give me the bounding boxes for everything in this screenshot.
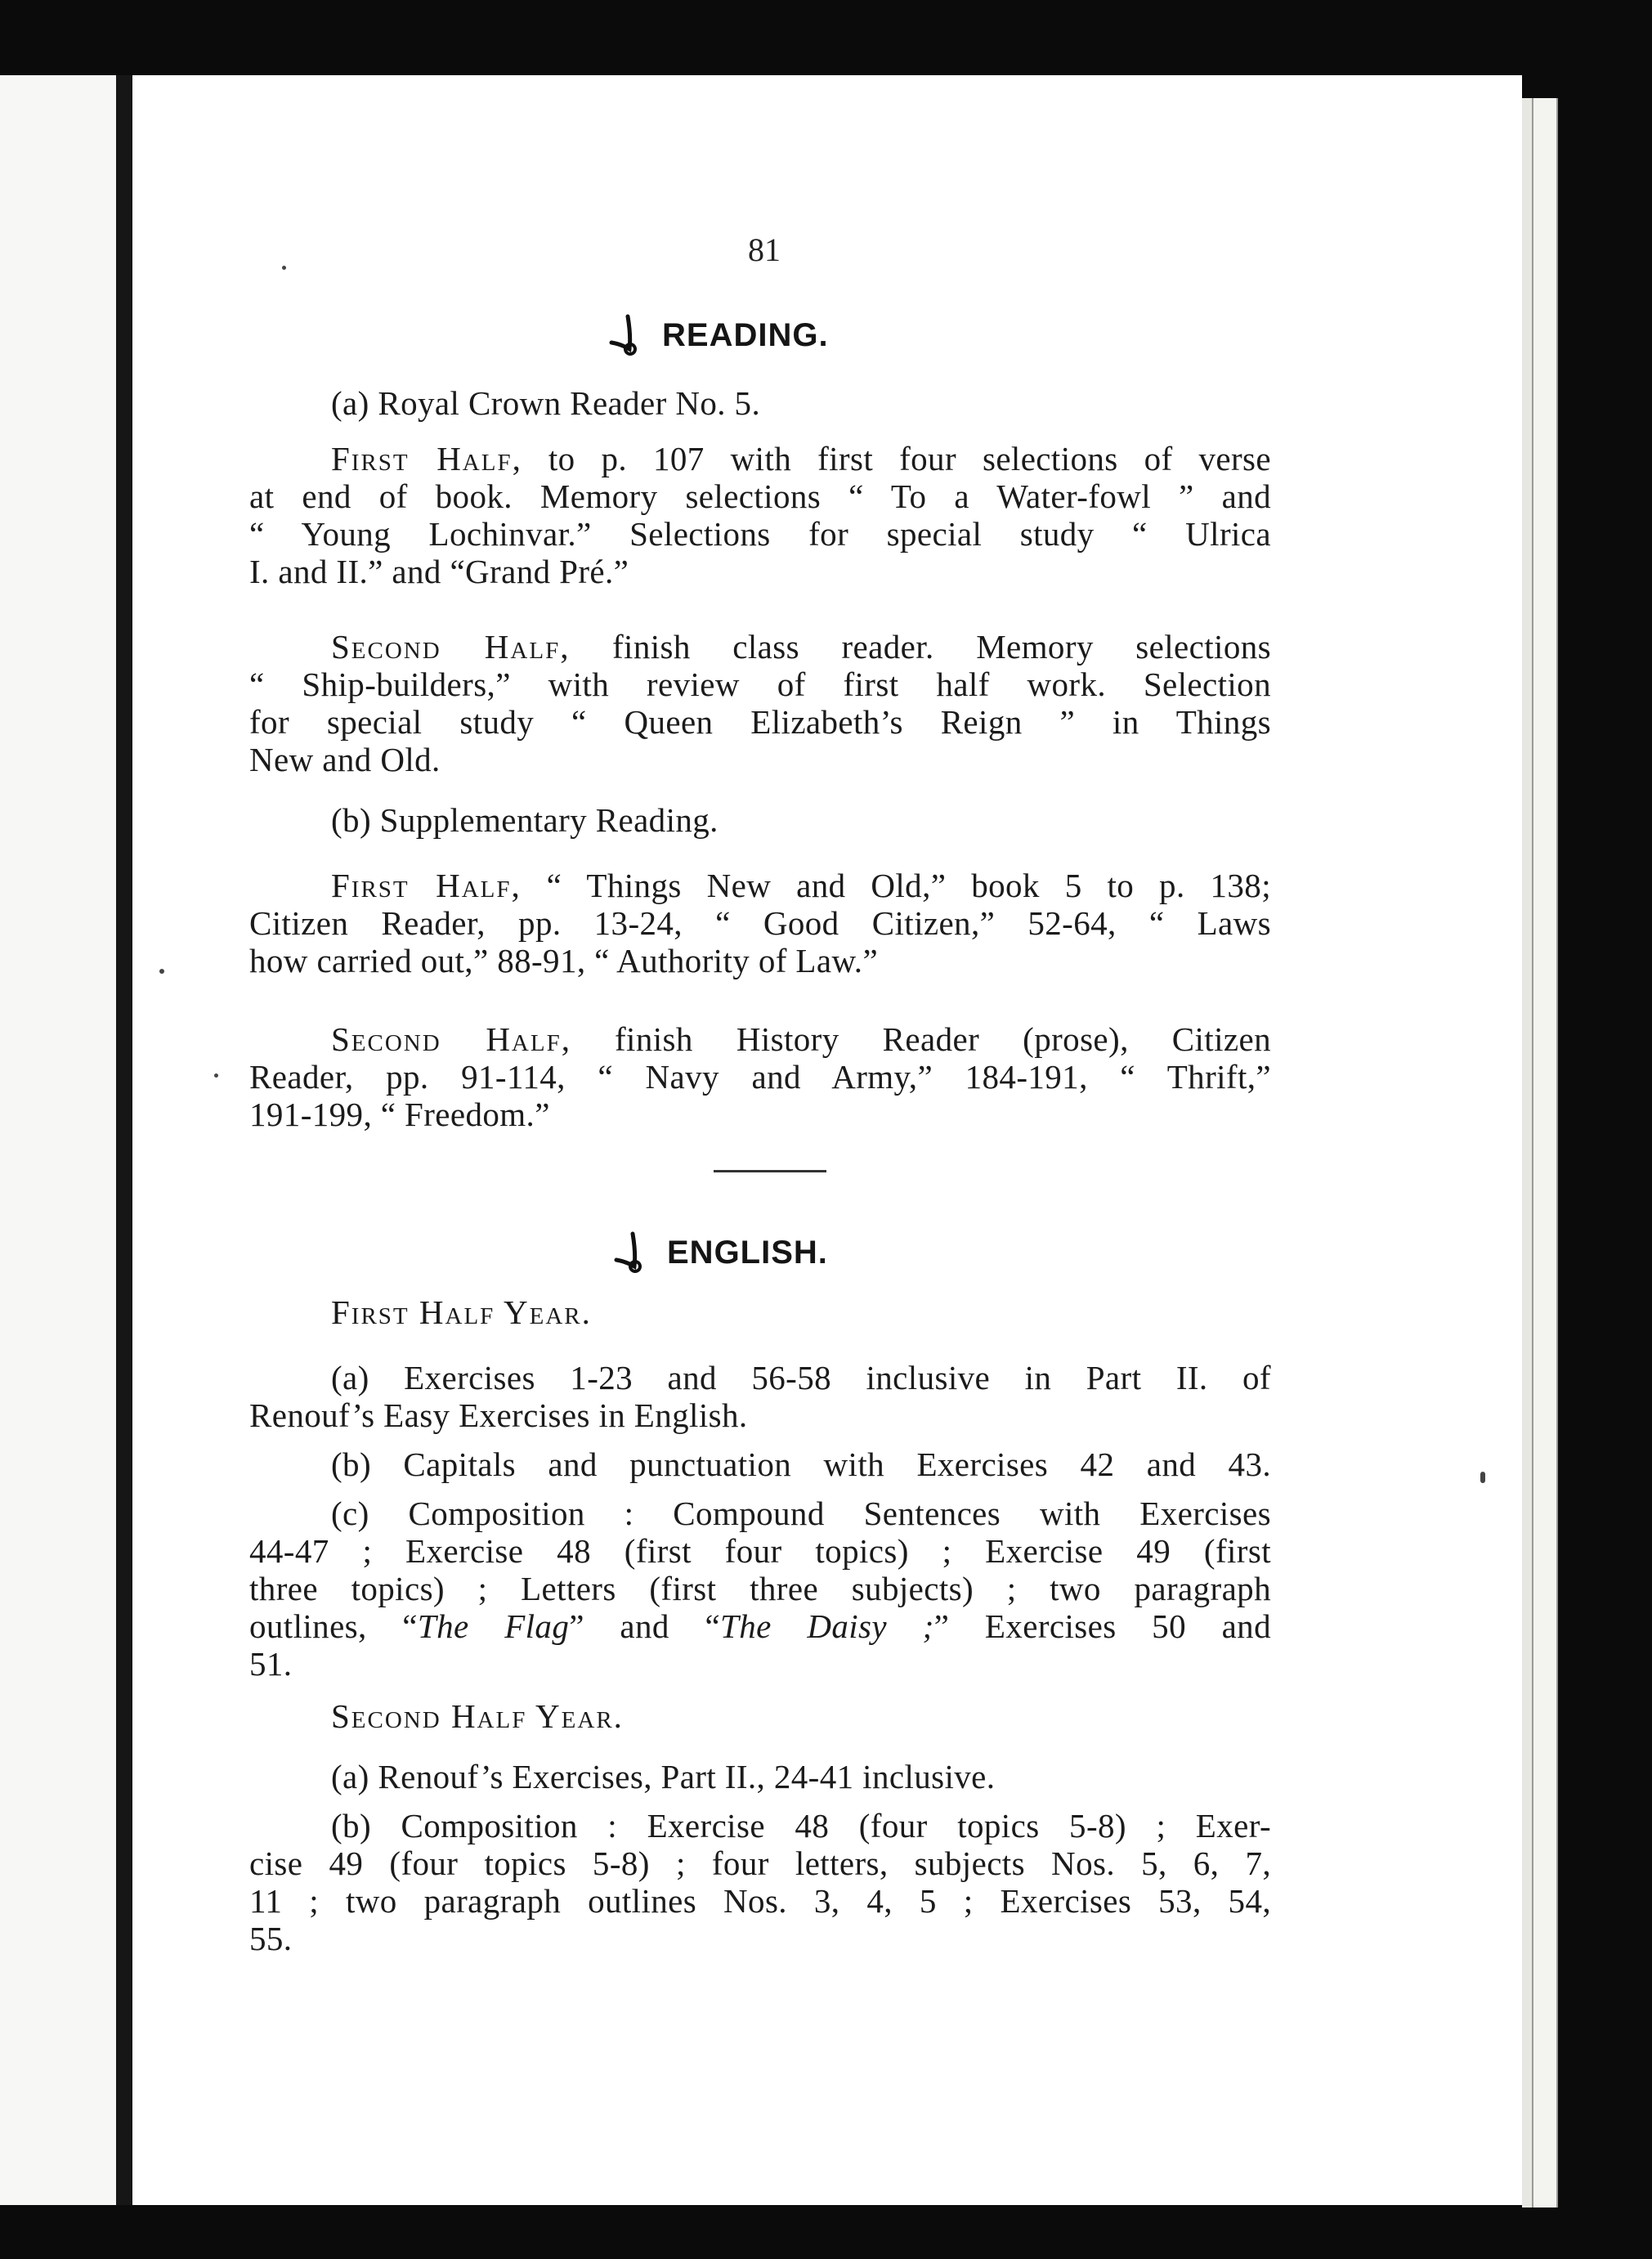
title-the-flag: The Flag (417, 1607, 570, 1645)
english-fa-line: (a) Exercises 1-23 and 56-58 inclusive in Part II. of (331, 1359, 1271, 1396)
supp-first-half-line: First Half, “ Things New and Old,” book 5 to p. 138; (331, 867, 1271, 904)
english-fb-line: (b) Capitals and punctuation with Exercises 42 and 43. (331, 1445, 1271, 1483)
section-lead: First Half, (331, 440, 522, 477)
english-fc-line: 44-47 ; Exercise 48 (first four topics) ; Exercise 49 (first (249, 1532, 1271, 1570)
english-fc-line: (c) Composition : Compound Sentences with Exercises (331, 1495, 1271, 1532)
reading-heading-text: READING. (662, 316, 829, 353)
reading-heading (607, 311, 829, 360)
reading-first-half-line: “ Young Lochinvar.” Selections for special study “ Ulrica (249, 515, 1271, 553)
english-fc-line: 51. (249, 1645, 293, 1683)
reading-b-label: (b) Supplementary Reading. (331, 801, 719, 839)
reading-second-half-line: “ Ship-builders,” with review of first half work. Selection (249, 666, 1271, 703)
section-divider (714, 1170, 826, 1172)
english-fc-line: three topics) ; Letters (first three subjects) ; two paragraph (249, 1570, 1271, 1607)
checkmark-icon (611, 1229, 659, 1276)
supp-first-half-line: Citizen Reader, pp. 13-24, “ Good Citizen,” 52-64, “ Laws (249, 904, 1271, 942)
reading-first-half-line: I. and II.” and “Grand Pré.” (249, 553, 629, 590)
english-fc-line: outlines, “The Flag” and “The Daisy ;” Exercises 50 and (249, 1607, 1271, 1645)
reading-first-half-line: First Half, to p. 107 with first four selections of verse (331, 440, 1272, 477)
supp-first-half-line: how carried out,” 88-91, “ Authority of Law.” (249, 942, 879, 979)
supp-second-half-line: Second Half, finish History Reader (prose), Citizen (331, 1020, 1271, 1058)
section-lead: Second Half, (331, 628, 571, 666)
title-the-daisy: The Daisy ; (720, 1607, 934, 1645)
reading-first-half-line: at end of book. Memory selections “ To a Water-fowl ” and (249, 477, 1271, 515)
english-sb-line: 55. (249, 1920, 293, 1957)
second-half-year-label: Second Half Year. (331, 1697, 624, 1735)
english-heading (611, 1228, 828, 1277)
first-half-year-label: First Half Year. (331, 1293, 592, 1331)
reading-a-label: (a) Royal Crown Reader No. 5. (331, 384, 761, 422)
english-fa-line: Renouf’s Easy Exercises in English. (249, 1396, 748, 1434)
checkmark-icon (607, 312, 654, 359)
english-sb-line: (b) Composition : Exercise 48 (four topics 5-8) ; Exer- (331, 1807, 1271, 1844)
english-sb-line: 11 ; two paragraph outlines Nos. 3, 4, 5 ; Exercises 53, 54, (249, 1882, 1271, 1920)
supp-second-half-line: Reader, pp. 91-114, “ Navy and Army,” 184-191, “ Thrift,” (249, 1058, 1271, 1096)
reading-second-half-line: Second Half, finish class reader. Memory selections (331, 628, 1271, 666)
reading-second-half-line: New and Old. (249, 741, 441, 778)
section-lead: Second Half, (331, 1020, 571, 1058)
english-heading-text: ENGLISH. (667, 1234, 828, 1271)
supp-second-half-line: 191-199, “ Freedom.” (249, 1096, 550, 1133)
english-sb-line: cise 49 (four topics 5-8) ; four letters, subjects Nos. 5, 6, 7, (249, 1844, 1271, 1882)
section-lead: First Half, (331, 867, 522, 904)
english-sa-line: (a) Renouf’s Exercises, Part II., 24-41 inclusive. (331, 1758, 996, 1795)
page-number: 81 (748, 231, 781, 268)
reading-second-half-line: for special study “ Queen Elizabeth’s Reign ” in Things (249, 703, 1271, 741)
